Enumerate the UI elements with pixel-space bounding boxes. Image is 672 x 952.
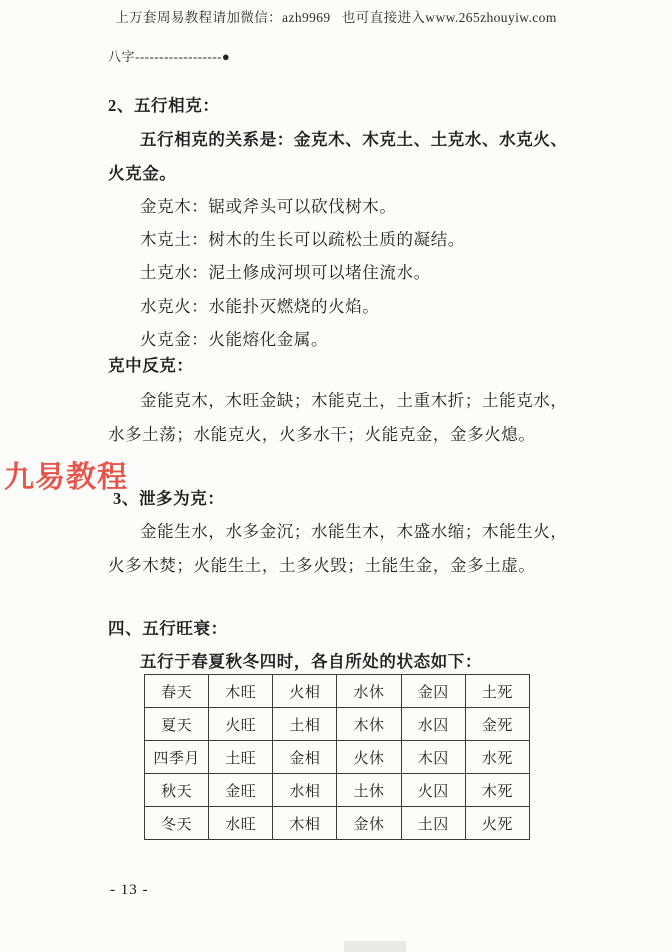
table-cell: 水囚 bbox=[401, 708, 465, 741]
xiangke-item: 金克木：锯或斧头可以砍伐树木。 bbox=[140, 197, 397, 216]
xiangke-item: 水克火：水能扑灭燃烧的火焰。 bbox=[140, 297, 380, 316]
xiangke-intro-line2: 火克金。 bbox=[108, 164, 177, 183]
table-cell: 木相 bbox=[273, 807, 337, 840]
table-cell: 土相 bbox=[273, 708, 337, 741]
table-cell: 火休 bbox=[337, 741, 401, 774]
xieduoweike-line2: 火多木焚；火能生土，土多火毁；土能生金，金多土虚。 bbox=[108, 556, 536, 575]
xieduoweike-line1: 金能生水，水多金沉；水能生木，木盛水缩；木能生火， bbox=[140, 522, 568, 541]
scan-artifact bbox=[344, 941, 406, 952]
table-cell: 木囚 bbox=[401, 741, 465, 774]
table-row bbox=[145, 774, 530, 807]
table-cell: 金死 bbox=[465, 708, 529, 741]
table-row-header: 秋天 bbox=[145, 774, 209, 807]
table-cell: 土休 bbox=[337, 774, 401, 807]
table-cell: 土囚 bbox=[401, 807, 465, 840]
table-row-header: 春天 bbox=[145, 675, 209, 708]
table-row bbox=[145, 708, 530, 741]
table-cell: 木死 bbox=[465, 774, 529, 807]
page-number: - 13 - bbox=[110, 882, 149, 898]
chapter-marker: 八字------------------● bbox=[108, 49, 231, 64]
kezhongfanke-line2: 水多土荡；水能克火，火多水干；火能克金，金多火熄。 bbox=[108, 425, 536, 444]
table-cell: 火相 bbox=[273, 675, 337, 708]
wangshuai-intro: 五行于春夏秋冬四时，各自所处的状态如下： bbox=[140, 652, 482, 671]
table-cell: 水死 bbox=[465, 741, 529, 774]
section-heading-kezhongfanke: 克中反克： bbox=[108, 356, 194, 375]
table-cell: 火囚 bbox=[401, 774, 465, 807]
watermark-stamp: 九易教程 bbox=[4, 461, 128, 494]
table-row bbox=[145, 807, 530, 840]
table-cell: 土旺 bbox=[209, 741, 273, 774]
xiangke-item: 土克水：泥土修成河坝可以堵住流水。 bbox=[140, 263, 431, 282]
table-cell: 金囚 bbox=[401, 675, 465, 708]
section-heading-xieduoweike: 3、泄多为克： bbox=[113, 489, 225, 508]
table-cell: 火死 bbox=[465, 807, 529, 840]
table-cell: 金相 bbox=[273, 741, 337, 774]
table-cell: 水相 bbox=[273, 774, 337, 807]
table-cell: 金旺 bbox=[209, 774, 273, 807]
table-row-header: 冬天 bbox=[145, 807, 209, 840]
table-row-header: 夏天 bbox=[145, 708, 209, 741]
table-row bbox=[145, 741, 530, 774]
table-row-header: 四季月 bbox=[145, 741, 209, 774]
section-heading-wangshuai: 四、五行旺衰： bbox=[108, 619, 228, 638]
page-header-ad: 上万套周易教程请加微信：azh9969 也可直接进入www.265zhouyiw.com bbox=[115, 10, 557, 25]
table-cell: 金休 bbox=[337, 807, 401, 840]
table-cell: 木旺 bbox=[209, 675, 273, 708]
table-cell: 土死 bbox=[465, 675, 529, 708]
kezhongfanke-line1: 金能克木，木旺金缺；木能克土，土重木折；土能克水， bbox=[140, 391, 568, 410]
table-cell: 火旺 bbox=[209, 708, 273, 741]
table-cell: 木休 bbox=[337, 708, 401, 741]
section-heading-xiangke: 2、五行相克： bbox=[108, 96, 220, 115]
table-cell: 水旺 bbox=[209, 807, 273, 840]
xiangke-intro-line1: 五行相克的关系是：金克木、木克土、土克水、水克火、 bbox=[140, 130, 568, 149]
xiangke-item: 火克金：火能熔化金属。 bbox=[140, 330, 329, 349]
table-row bbox=[145, 675, 530, 708]
xiangke-item: 木克土：树木的生长可以疏松土质的凝结。 bbox=[140, 230, 465, 249]
table-cell: 水休 bbox=[337, 675, 401, 708]
five-elements-season-table bbox=[144, 674, 530, 840]
